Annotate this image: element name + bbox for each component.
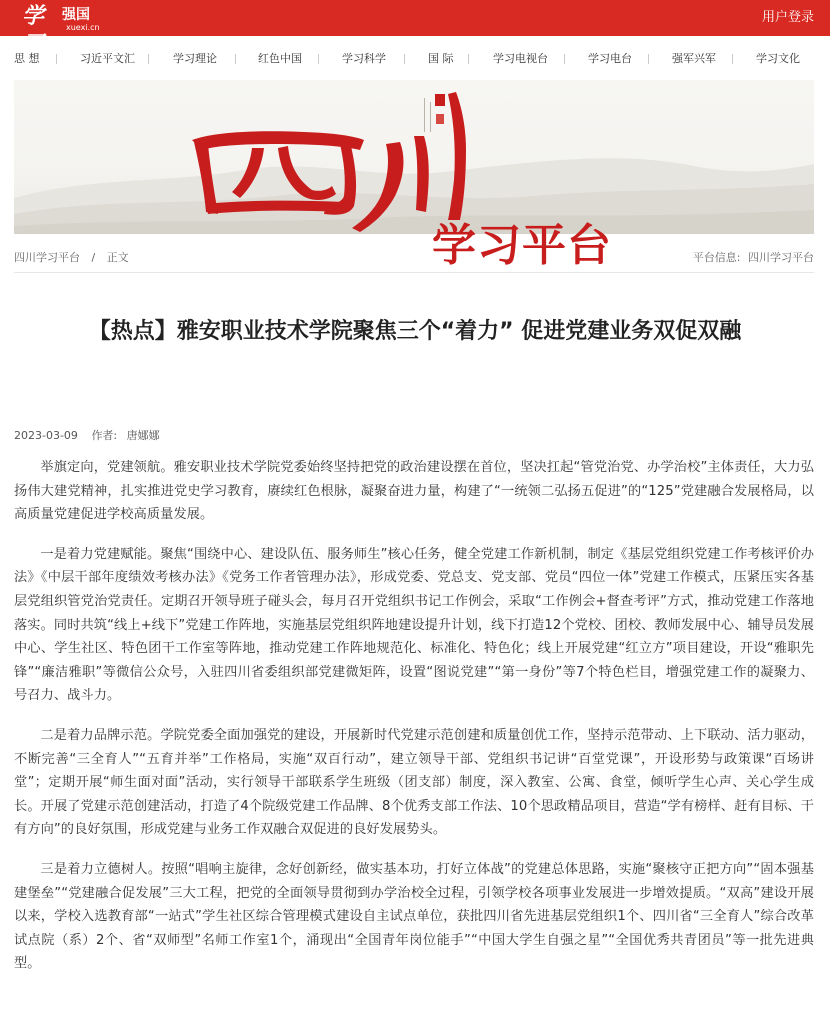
nav-separator [404, 54, 405, 64]
nav-item-international[interactable]: 国 际 [428, 52, 454, 65]
article-date: 2023-03-09 [14, 429, 78, 442]
banner-background-art [14, 80, 814, 234]
logo-domain: xuexi.cn [66, 23, 100, 32]
top-bar [0, 0, 830, 57]
nav-separator [468, 54, 469, 64]
article-author: 唐娜娜 [126, 429, 160, 442]
nav-item-theory[interactable]: 学习理论 [173, 52, 217, 65]
nav-item-tv[interactable]: 学习电视台 [493, 52, 548, 65]
nav-separator [318, 54, 319, 64]
nav-separator [648, 54, 649, 64]
author-label: 作者: [91, 429, 118, 442]
divider [14, 272, 814, 273]
banner-title: 学习平台 [432, 220, 612, 271]
nav-separator [564, 54, 565, 64]
nav-item-red-china[interactable]: 红色中国 [258, 52, 302, 65]
nav-item-science[interactable]: 学习科学 [342, 52, 386, 65]
breadcrumb-separator: / [91, 251, 96, 264]
breadcrumb-home[interactable]: 四川学习平台 [14, 251, 80, 264]
channel-nav [0, 49, 830, 69]
nav-separator [148, 54, 149, 64]
nav-separator [732, 54, 733, 64]
article-body [14, 456, 814, 992]
article-paragraph: 举旗定向，党建领航。雅安职业技术学院党委始终坚持把党的政治建设摆在首位，坚决扛起“管党治党、办学治校”主体责任，大力弘扬伟大建党精神，扎实推进党史学习教育，赓续红色根脉，凝聚奋进力量，构建了“一统领二弘扬五促进”的“125”党建融合发展格局，以高质量党建促进学校高质量发展。 [14, 460, 814, 523]
logo-script: 学习 [22, 3, 43, 57]
logo-brand: 强国 [62, 7, 90, 23]
source-label: 平台信息: [692, 251, 741, 264]
breadcrumb [14, 250, 129, 266]
article-meta [14, 429, 160, 443]
article-paragraph: 二是着力品牌示范。学院党委全面加强党的建设，开展新时代党建示范创建和质量创优工作，坚持示范带动、上下联动、活力驱动，不断完善“三全育人”“五育并举”工作格局，实施“双百行动”，建立领导干部、党组织书记讲“百堂党课”，开设形势与政策课“百场讲堂”；定期开展“师生面对面”活动，实行领导干部联系学生班级（团支部）制度，深入教室、公寓、食堂，倾听学生心声、关心学生成长。开展了党建示范创建活动，打造了4个院级党建工作品牌、8个优秀支部工作法、10个思政精品项目，营造“学有榜样、赶有目标、干有方向”的良好氛围，形成党建与业务工作双融合双促进的良好发展势头。 [14, 727, 814, 838]
login-link[interactable]: 用户登录 [761, 10, 814, 25]
article-title: 【热点】雅安职业技术学院聚焦三个“着力” 促进党建业务双促双融 [88, 319, 742, 344]
nav-item-thought[interactable]: 思 想 [14, 52, 40, 65]
source-name: 四川学习平台 [748, 251, 814, 264]
nav-item-radio[interactable]: 学习电台 [588, 52, 632, 65]
nav-item-xi-collection[interactable]: 习近平文汇 [80, 52, 135, 65]
nav-separator [56, 54, 57, 64]
article-paragraph: 一是着力党建赋能。聚焦“围绕中心、建设队伍、服务师生”核心任务，健全党建工作新机制，制定《基层党组织党建工作考核评价办法》《中层干部年度绩效考核办法》《党务工作者管理办法》，形成党委、党总支、党支部、党员“四位一体”党建工作模式，压紧压实各基层党组织管党治党责任。定期召开领导班子碰头会，每月召开党组织书记工作例会，采取“工作例会+督查考评”方式，推动党建工作落地落实。同时共筑“线上+线下”党建工作阵地，实施基层党组织阵地建设提升计划，线下打造12个党校、团校、教师发展中心、辅导员发展中心、学生社区、特色团干工作室等阵地，推动党建工作阵地规范化、标准化、特色化；线上开展党建“红立方”项目建设，开设“雅职先锋”“廉洁雅职”等微信公众号，入驻四川省委组织部党建微矩阵，设置“图说党建”“第一身份”等7个特色栏目，增强党建工作的凝聚力、号召力、战斗力。 [14, 546, 814, 704]
platform-source [693, 250, 814, 266]
article-paragraph: 三是着力立德树人。按照“唱响主旋律，念好创新经，做实基本功，打好立体战”的党建总体思路，实施“聚核守正把方向”“固本强基建堡垒”“党建融合促发展”三大工程，把党的全面领导贯彻到办学治校全过程，引领学校各项事业发展进一步增效提质。“双高”建设开展以来，学校入选教育部“一站式”学生社区综合管理模式建设自主试点单位，获批四川省先进基层党组织1个、四川省“三全育人”综合改革试点院（系）2个、省“双师型”名师工作室1个，涌现出“全国青年岗位能手”“中国大学生自强之星”“全国优秀共青团员”等一批先进典型。 [14, 861, 814, 972]
nav-item-military[interactable]: 强军兴军 [672, 52, 716, 65]
nav-item-culture[interactable]: 学习文化 [756, 52, 800, 65]
breadcrumb-current: 正文 [106, 251, 129, 264]
nav-separator [235, 54, 236, 64]
